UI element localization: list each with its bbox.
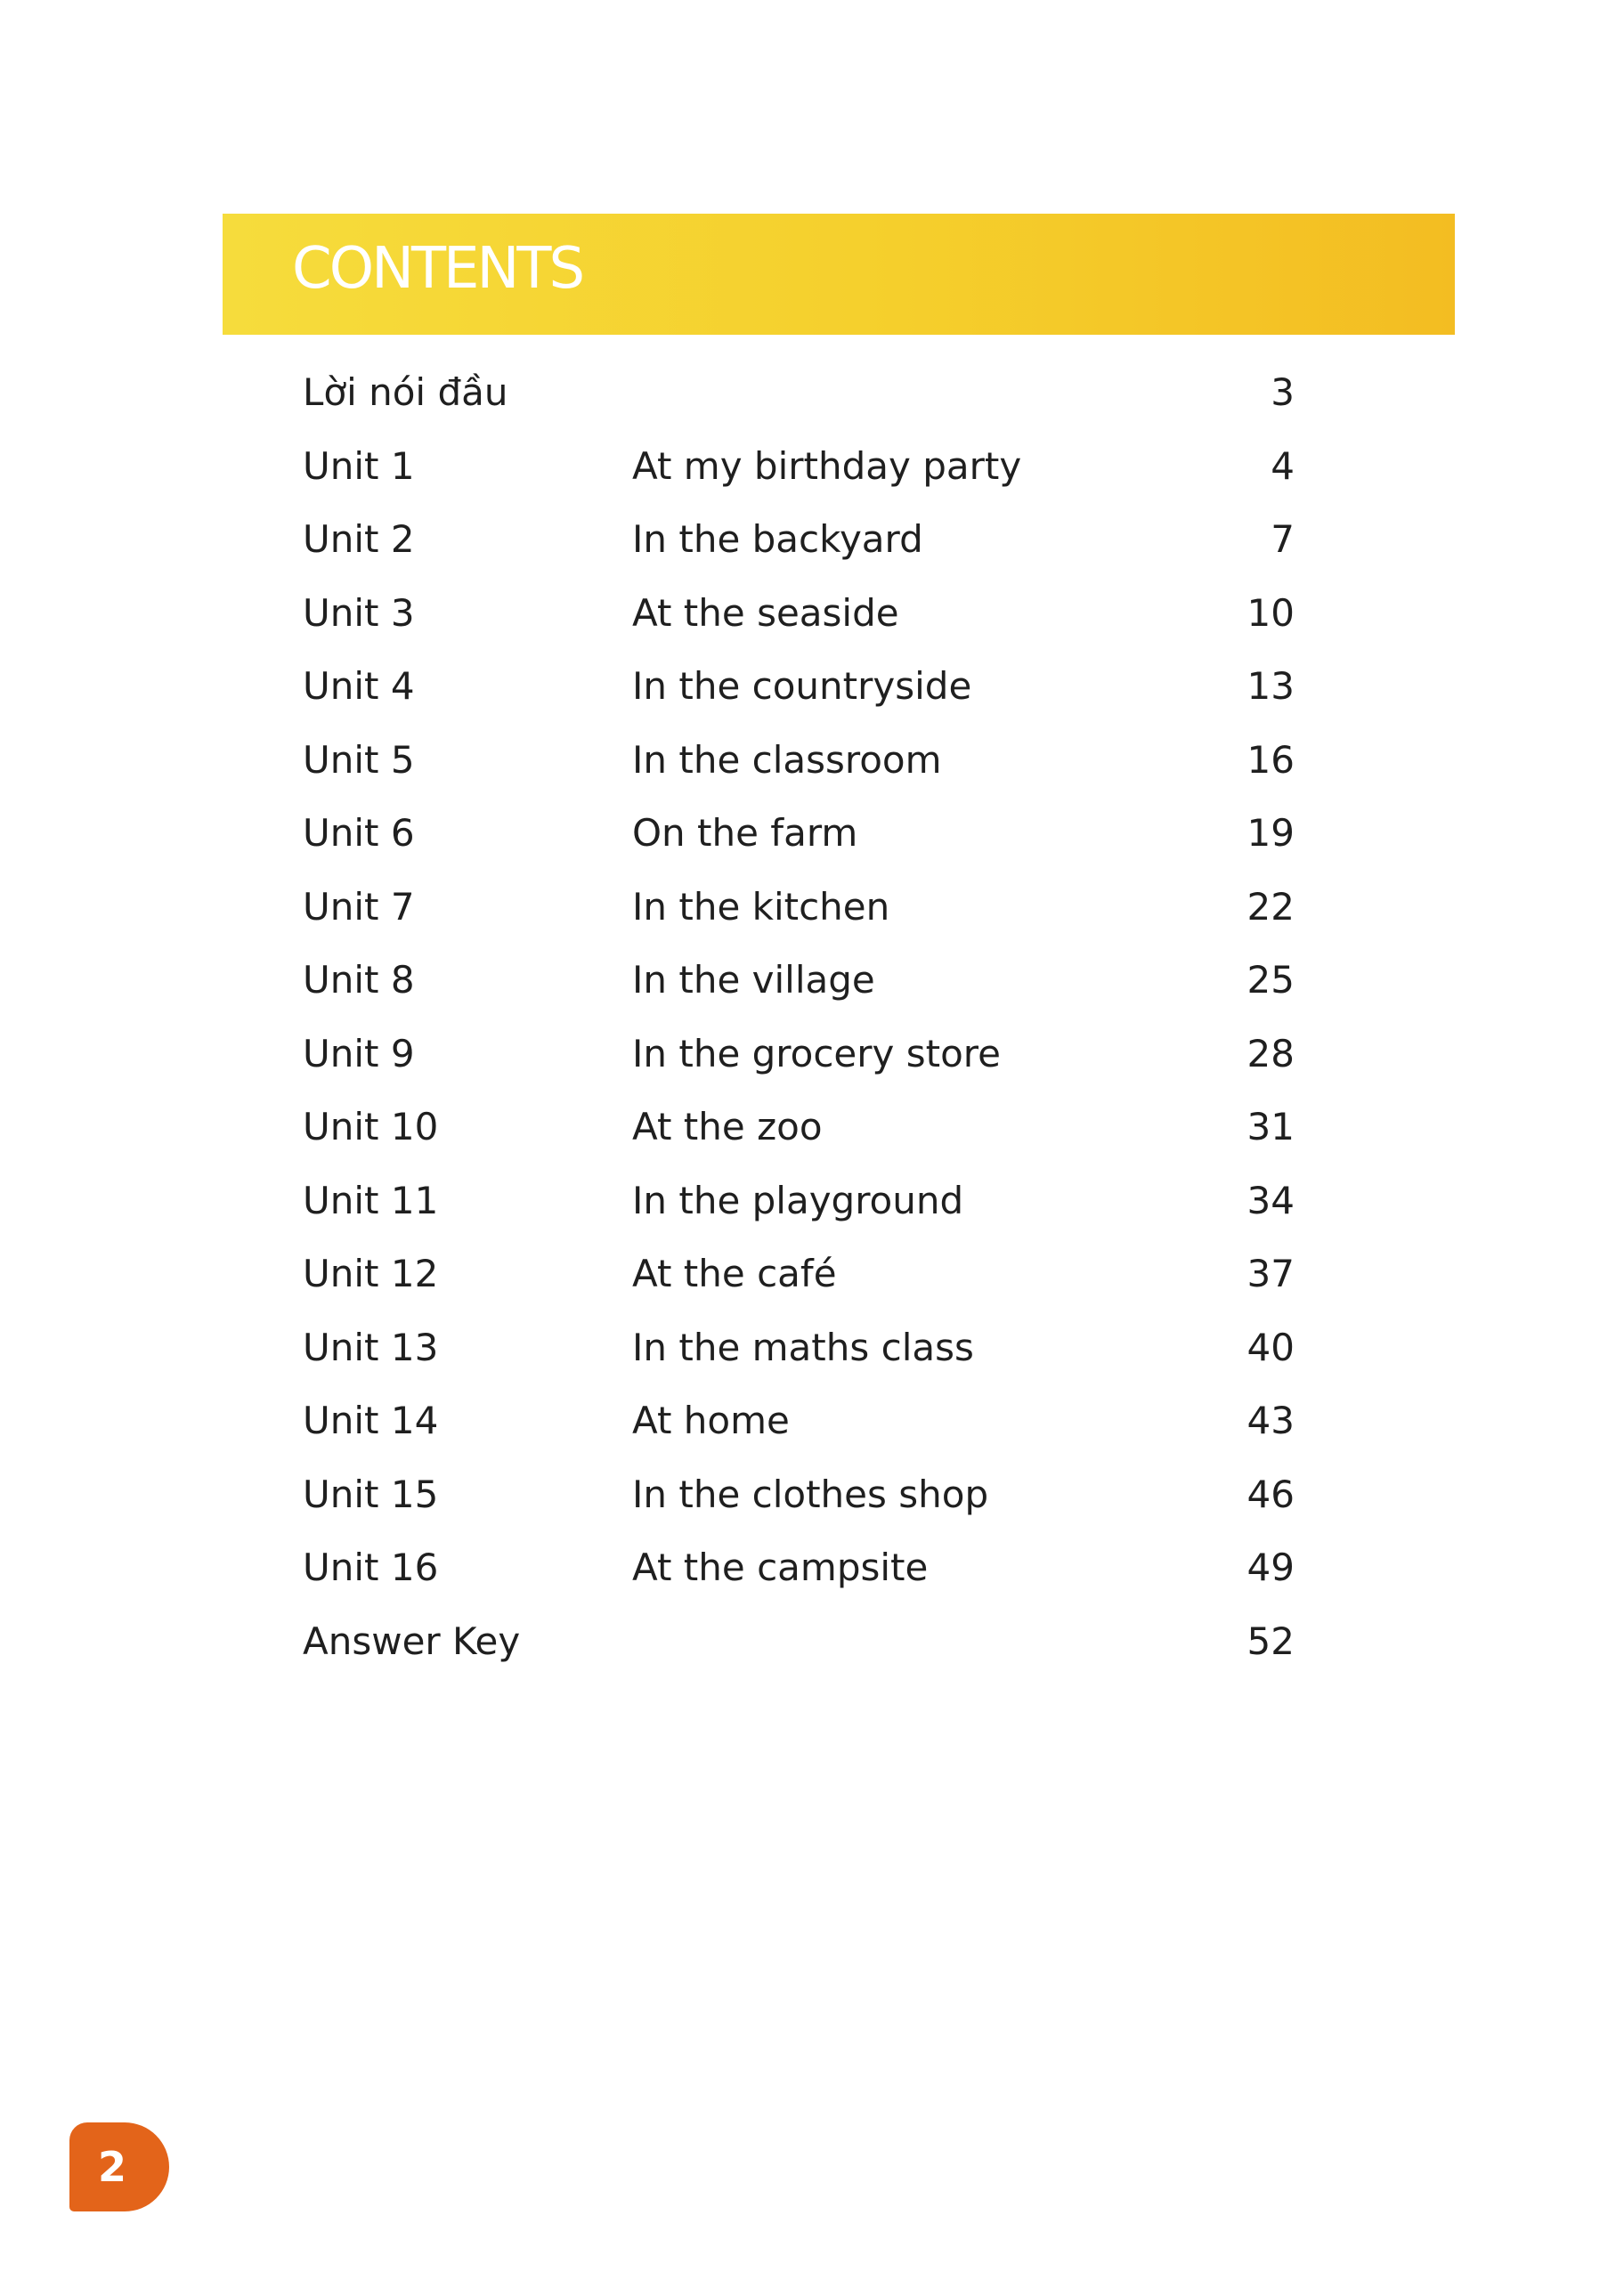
toc-entry[interactable] <box>0 1464 1624 1526</box>
toc-entry-label: Unit 13 <box>303 1325 439 1369</box>
toc-entry-label: Unit 2 <box>303 517 415 561</box>
toc-entry-title: In the clothes shop <box>632 1472 989 1516</box>
toc-entry-page: 37 <box>1246 1252 1295 1295</box>
toc-entry-title: At my birthday party <box>632 443 1022 488</box>
toc-entry-page: 46 <box>1246 1472 1295 1516</box>
toc-entry-label: Unit 12 <box>303 1252 439 1295</box>
toc-entry-label: Unit 16 <box>303 1546 439 1589</box>
toc-entry[interactable] <box>0 1023 1624 1085</box>
toc-entry-label: Unit 4 <box>303 664 415 708</box>
toc-entry[interactable] <box>0 1170 1624 1232</box>
toc-entry-page: 3 <box>1271 370 1295 414</box>
toc-entry-title: At the café <box>632 1252 837 1295</box>
toc-entry-title: At home <box>632 1399 790 1442</box>
toc-entry-page: 52 <box>1246 1619 1295 1663</box>
toc-entry[interactable] <box>0 802 1624 864</box>
toc-entry-page: 19 <box>1246 811 1295 855</box>
toc-entry-page: 49 <box>1246 1546 1295 1589</box>
toc-entry-page: 28 <box>1246 1031 1295 1075</box>
toc-entry-page: 43 <box>1246 1399 1295 1442</box>
toc-entry-page: 10 <box>1246 590 1295 635</box>
toc-entry[interactable] <box>0 876 1624 938</box>
toc-entry-title: At the seaside <box>632 590 899 635</box>
toc-entry-label: Unit 15 <box>303 1472 439 1516</box>
toc-entry[interactable] <box>0 729 1624 791</box>
page-number-tab <box>69 2122 169 2211</box>
toc-entry-title: In the village <box>632 958 875 1002</box>
toc-entry[interactable] <box>0 655 1624 718</box>
toc-entry-label: Unit 7 <box>303 884 415 929</box>
toc-entry-page: 25 <box>1246 958 1295 1002</box>
toc-entry-label: Unit 5 <box>303 737 415 782</box>
toc-entry-title: In the backyard <box>632 517 923 561</box>
toc-entry[interactable] <box>0 508 1624 571</box>
toc-entry-label: Unit 1 <box>303 443 415 488</box>
toc-entry-label: Unit 11 <box>303 1178 439 1222</box>
toc-entry-label: Unit 3 <box>303 590 415 635</box>
toc-entry-page: 34 <box>1246 1178 1295 1222</box>
toc-entry-label: Unit 6 <box>303 811 415 855</box>
page-title: CONTENTS <box>292 236 583 302</box>
toc-entry-label: Unit 8 <box>303 958 415 1002</box>
toc-entry-title: In the maths class <box>632 1325 974 1369</box>
toc-entry-title: In the countryside <box>632 664 972 708</box>
toc-entry-label: Lời nói đầu <box>303 370 508 414</box>
toc-entry-page: 40 <box>1246 1325 1295 1369</box>
toc-entry[interactable] <box>0 1537 1624 1599</box>
toc-entry-page: 22 <box>1246 884 1295 929</box>
toc-entry[interactable] <box>0 1317 1624 1379</box>
toc-entry-title: In the playground <box>632 1178 964 1222</box>
toc-entry[interactable] <box>0 361 1624 424</box>
toc-entry-label: Unit 14 <box>303 1399 439 1442</box>
toc-entry-page: 7 <box>1271 517 1295 561</box>
toc-entry-page: 31 <box>1246 1105 1295 1148</box>
toc-entry[interactable] <box>0 582 1624 645</box>
toc-entry[interactable] <box>0 1390 1624 1452</box>
page-number: 2 <box>97 2143 126 2191</box>
toc-entry[interactable] <box>0 949 1624 1011</box>
toc-entry[interactable] <box>0 1243 1624 1305</box>
toc-entry-title: On the farm <box>632 811 858 855</box>
toc-entry-title: In the grocery store <box>632 1031 1001 1075</box>
toc-entry-title: In the kitchen <box>632 884 890 929</box>
toc-entry-title: At the zoo <box>632 1105 823 1148</box>
toc-entry[interactable] <box>0 1611 1624 1673</box>
toc-entry-label: Answer Key <box>303 1619 521 1663</box>
toc-entry-page: 4 <box>1271 443 1295 488</box>
toc-entry-page: 13 <box>1246 664 1295 708</box>
toc-entry-page: 16 <box>1246 737 1295 782</box>
toc-entry[interactable] <box>0 1096 1624 1158</box>
toc-entry-label: Unit 10 <box>303 1105 439 1148</box>
toc-entry[interactable] <box>0 435 1624 498</box>
toc-entry-title: In the classroom <box>632 737 942 782</box>
toc-entry-title: At the campsite <box>632 1546 929 1589</box>
toc-entry-label: Unit 9 <box>303 1031 415 1075</box>
